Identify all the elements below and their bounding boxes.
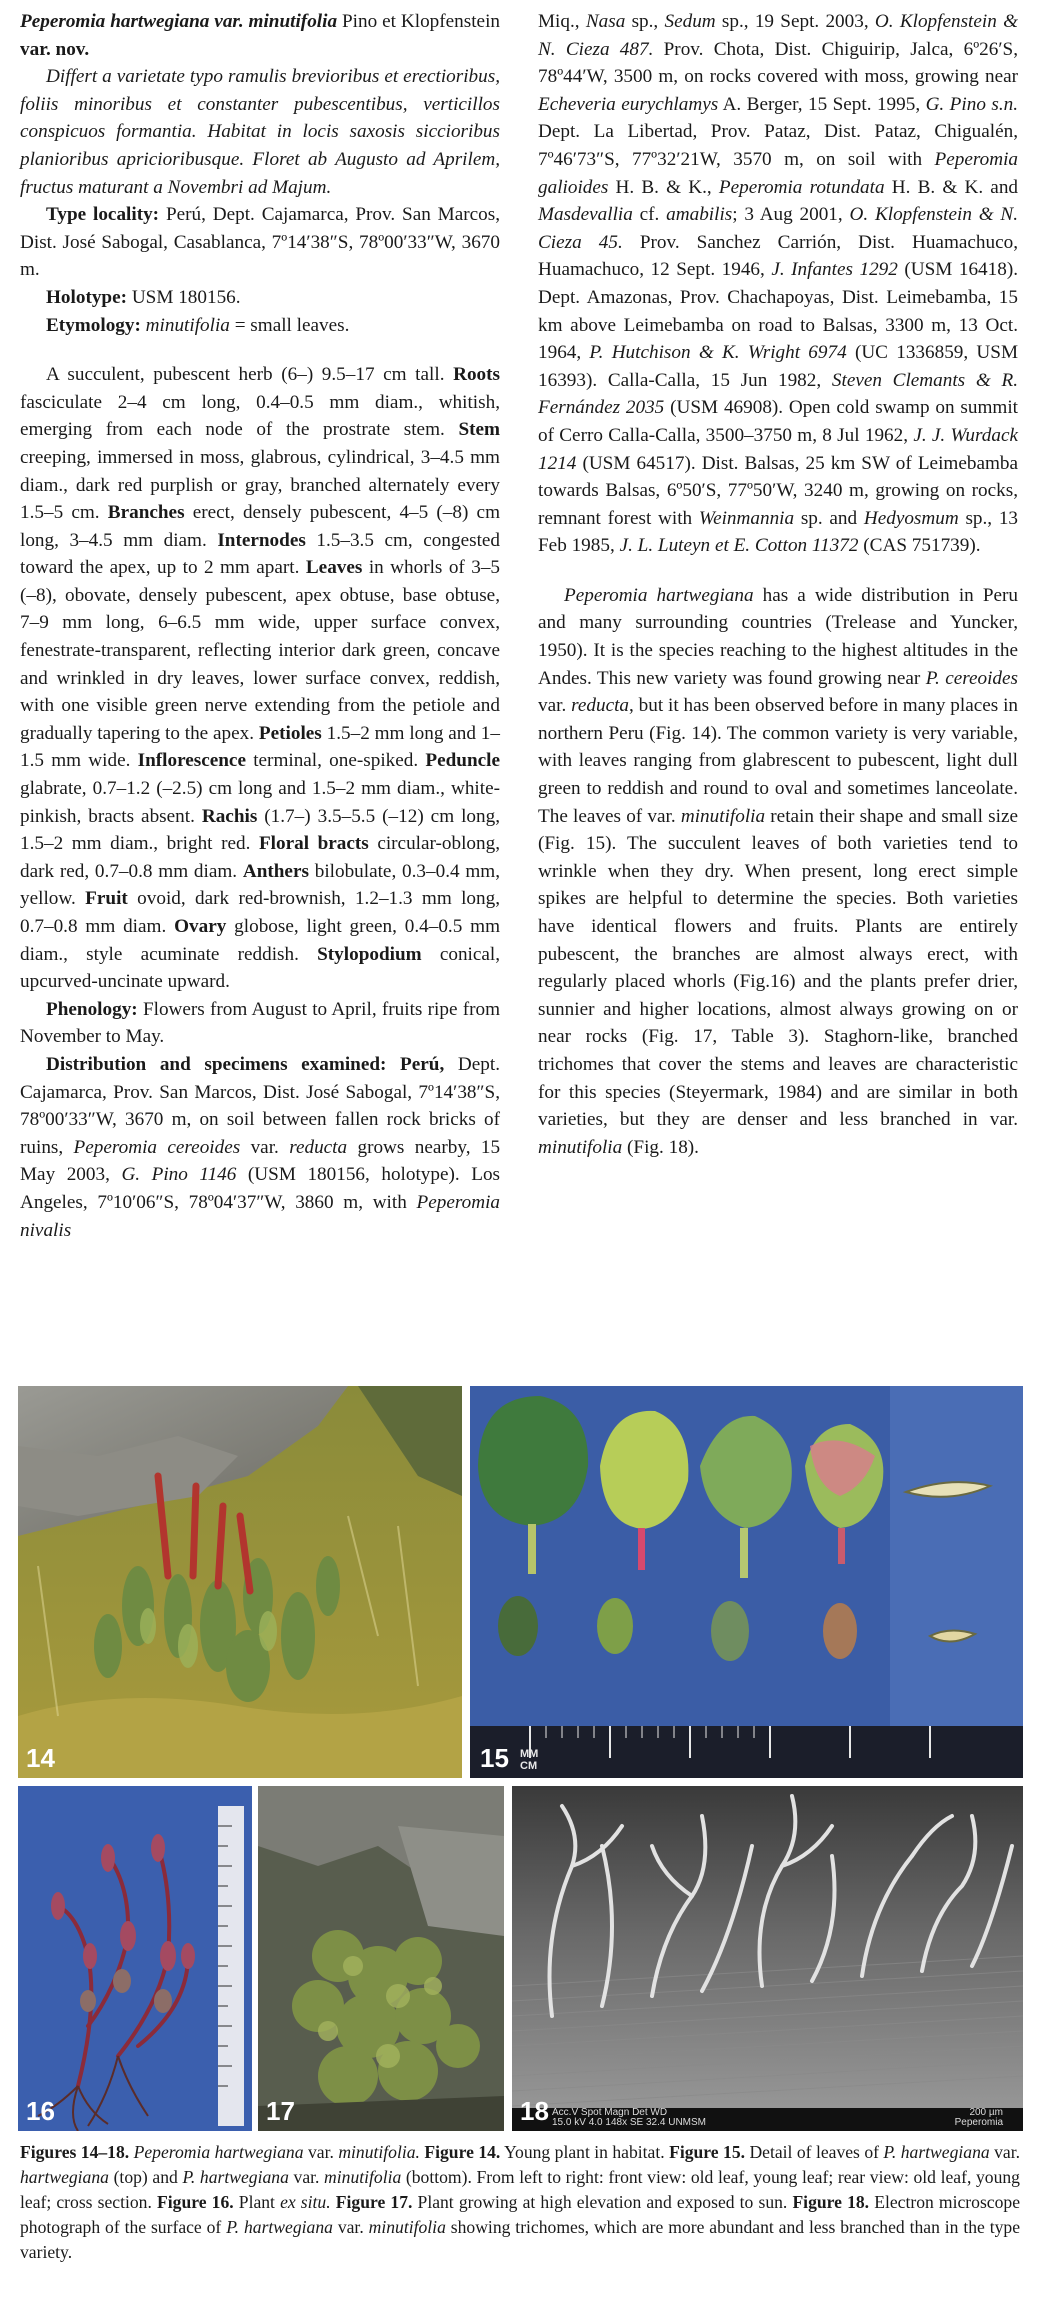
ruler-label: MM CM <box>520 1748 539 1772</box>
phenology: Phenology: Flowers from August to April, fruits ripe from November to May. <box>20 998 501 1048</box>
taxon-authors: Pino et Klopfenstein <box>341 11 500 32</box>
figure-18-sem-photo <box>512 1786 1023 2131</box>
taxon-name: Peperomia hartwegiana <box>20 11 210 32</box>
figure-17-photo <box>258 1786 504 2131</box>
figure-15-photo <box>470 1386 1023 1778</box>
figure-14-photo <box>18 1386 462 1778</box>
type-locality: Type locality: Perú, Dept. Cajamarca, Prov. San Marcos, Dist. José Sabogal, Casablanca, 7º14′38″S, 78º00′33″W, 3670 m. <box>20 204 500 281</box>
right-column <box>538 8 1018 1161</box>
holotype: Holotype: USM 180156. <box>46 286 241 308</box>
figure-caption: Figures 14–18. Peperomia hartwegiana var. minutifolia. Figure 14. Young plant in habitat. Figure 15. Detail of leaves of P. hartwegiana var. hartwegiana (top) and P. hartwegiana var. minutifolia (bottom). From left to right: front view: old leaf, young leaf; rear view: old leaf, young leaf; cross section. Figure 16. Plant ex situ. Figure 17. Plant growing at high elevation and exposed to sun. Figure 18. Electron microscope photograph of the surface of P. hartwegiana var. minutifolia showing trichomes, which are more abundant and less branched than in the type variety. <box>20 2142 1021 2262</box>
latin-diagnosis: Differt a varietate typo ramulis brevioribus et erectioribus, foliis minoribus et constanter pubescentibus, verticillos conspicuos formantia. Habitat in locis saxosis siccioribus planioribus apricioribusque. Floret ab Augusto ad Aprilem, fructus maturant a Novembri ad Majum. <box>20 66 500 198</box>
taxon-var: var. minutifolia <box>214 11 338 32</box>
discussion: Peperomia hartwegiana has a wide distribution in Peru and many surrounding countries (Trelease and Yuncker, 1950). It is the species reaching to the highest altitudes in the Andes. This new variety was found growing near P. cereoides var. reducta, but it has been observed before in many places in northern Peru (Fig. 14). The common variety is very variable, with leaves ranging from glabrescent to pubescent, light dull green to reddish and round to oval and sometimes lanceolate. The leaves of var. minutifolia retain their shape and small size (Fig. 15). The succulent leaves of both varieties tend to wrinkle when they dry. When present, long erect simple spikes are helpful to determine the species. Both varieties have identical flowers and fruits. Plants are entirely pubescent, the branches are almost always erect, with regularly placed whorls (Fig.16) and the plants prefer drier, sunnier and higher locations, almost always growing on or near rocks (Fig. 17, Table 3). Staghorn-like, branched trichomes that cover the stems and leaves are characteristic for this species (Steyermark, 1984) and are similar in both varieties, but they are denser and less branched in var. minutifolia (Fig. 18). <box>538 584 1018 1158</box>
left-column <box>20 8 500 1244</box>
figure-15-number: 15 <box>480 1743 509 1773</box>
figure-17-number: 17 <box>266 2096 295 2126</box>
distribution-continued: Miq., Nasa sp., Sedum sp., 19 Sept. 2003, O. Klopfenstein & N. Cieza 487. Prov. Chota, Dist. Chiguirip, Jalca, 6º26′S, 78º44′W, 3500 m, on rocks covered with moss, growing near Echeveria eurychlamys A. Berger, 15 Sept. 1995, G. Pino s.n. Dept. La Libertad, Prov. Pataz, Dist. Pataz, Chigualén, 7º46′73″S, 77º32′21W, 3570 m, on soil with Peperomia galioides H. B. & K., Peperomia rotundata H. B. & K. and Masdevallia cf. amabilis; 3 Aug 2001, O. Klopfenstein & N. Cieza 45. Prov. Sanchez Carrión, Dist. Huamachuco, Huamachuco, 12 Sept. 1946, J. Infantes 1292 (USM 16418). Dept. Amazonas, Prov. Chachapoyas, Dist. Leimebamba, 15 km above Leimebamba on road to Balsas, 3300 m, 13 Oct. 1964, P. Hutchison & K. Wright 6974 (UC 1336859, USM 16393). Calla-Calla, 15 Jun 1982, Steven Clemants & R. Fernández 2035 (USM 46908). Open cold swamp on summit of Cerro Calla-Calla, 3500–3750 m, 8 Jul 1962, J. J. Wurdack 1214 (USM 64517). Dist. Balsas, 25 km SW of Leimebamba towards Balsas, 6º50′S, 77º50′W, 3240 m, growing on rocks, remnant forest with Weinmannia sp. and Hedyosmum sp., 13 Feb 1985, J. L. Luteyn et E. Cotton 11372 (CAS 751739). <box>538 11 1019 557</box>
etymology: Etymology: minutifolia = small leaves. <box>46 314 350 336</box>
sem-databar: Acc.V Spot Magn Det WD 15.0 kV 4.0 148x SE 32.4 UNMSM <box>552 2107 707 2128</box>
figure-16-number: 16 <box>26 2096 55 2126</box>
taxon-heading <box>20 8 500 63</box>
figure-16-photo <box>18 1786 252 2131</box>
taxon-status: var. nov. <box>20 38 90 60</box>
sem-scale-bar: 200 µm Peperomia <box>954 2107 1003 2128</box>
figure-14-number: 14 <box>26 1743 55 1773</box>
distribution: Distribution and specimens examined: Perú, Dept. Cajamarca, Prov. San Marcos, Dist. José Sabogal, 7º14′38″S, 78º00′33″W, 3670 m, on soil between fallen rock bricks of ruins, Peperomia cereoides var. reducta grows nearby, 15 May 2003, G. Pino 1146 (USM 180156, holotype). Los Angeles, 7º10′06″S, 78º04′37″W, 3860 m, with Peperomia nivalis <box>20 1053 501 1241</box>
description: A succulent, pubescent herb (6–) 9.5–17 cm tall. Roots fasciculate 2–4 cm long, 0.4–0.5 mm diam., whitish, emerging from each node of the prostrate stem. Stem creeping, immersed in moss, glabrous, cylindrical, 3–4.5 mm diam., dark red purplish or gray, branched alternately every 1.5–5 cm. Branches erect, densely pubescent, 4–5 (–8) cm long, 3–4.5 mm diam. Internodes 1.5–3.5 cm, congested toward the apex, up to 2 mm apart. Leaves in whorls of 3–5 (–8), obovate, densely pubescent, apex obtuse, base obtuse, 7–9 mm long, 6–6.5 mm wide, upper surface convex, fenestrate-transparent, reflecting interior dark green, concave and wrinkled in dry leaves, lower surface convex, reddish, with one visible green nerve extending from the petiole and gradually tapering to the apex. Petioles 1.5–2 mm long and 1–1.5 mm wide. Inflorescence terminal, one-spiked. Peduncle glabrate, 0.7–1.2 (–2.5) cm long and 1.5–2 mm diam., white-pinkish, bracts absent. Rachis (1.7–) 3.5–5.5 (–12) cm long, 1.5–2 mm diam., bright red. Floral bracts circular-oblong, dark red, 0.7–0.8 mm diam. Anthers bilobulate, 0.3–0.4 mm, yellow. Fruit ovoid, dark red-brownish, 1.2–1.3 mm long, 0.7–0.8 mm diam. Ovary globose, light green, 0.4–0.5 mm diam., style acuminate reddish. Stylopodium conical, upcurved-uncinate upward. <box>20 364 501 993</box>
figure-18-number: 18 <box>520 2096 549 2126</box>
